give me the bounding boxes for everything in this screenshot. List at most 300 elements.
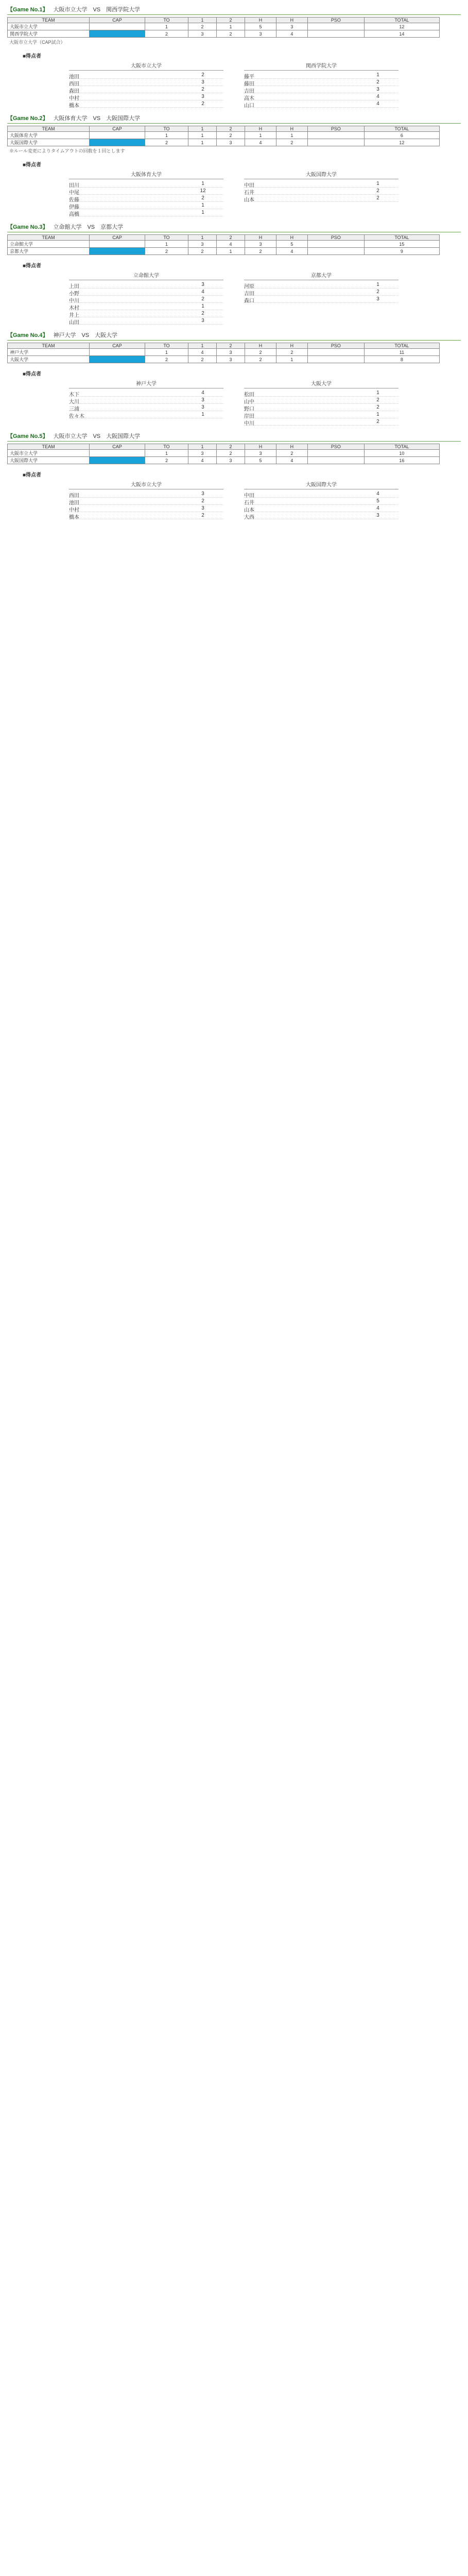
scorers-section-title: ■得点者	[23, 371, 42, 377]
scorers-columns	[69, 480, 461, 519]
player-name: 小野	[69, 291, 79, 297]
score-cell: 2	[276, 139, 307, 146]
scorer-list	[244, 271, 398, 325]
score-cell: 1	[216, 23, 245, 30]
score-header-cell: TOTAL	[364, 126, 439, 132]
score-table	[7, 234, 440, 255]
player-name: 高木	[244, 96, 254, 101]
team-name: 大阪大学	[8, 356, 90, 363]
score-cell: 2	[245, 349, 276, 356]
player-name: 三浦	[69, 406, 79, 412]
score-header-cell: H	[245, 126, 276, 132]
scorer-row	[69, 505, 223, 512]
score-cell: 5	[245, 457, 276, 464]
player-goals: 12	[200, 188, 206, 194]
player-goals: 5	[376, 498, 379, 504]
player-goals: 1	[376, 390, 379, 396]
score-cell: 2	[188, 248, 216, 255]
score-cell: 2	[145, 30, 188, 38]
score-header-cell: 1	[188, 126, 216, 132]
score-cell: 1	[145, 23, 188, 30]
scorer-row	[69, 404, 223, 411]
player-goals: 2	[201, 87, 204, 92]
player-goals: 2	[201, 101, 204, 107]
player-name: 中川	[244, 421, 254, 427]
scorer-row	[69, 296, 223, 303]
score-cell	[307, 30, 364, 38]
cap-indicator	[90, 30, 145, 38]
score-cell: 1	[276, 356, 307, 363]
score-cell: 2	[188, 356, 216, 363]
score-header-cell: PSO	[307, 343, 364, 349]
score-header-cell: TEAM	[8, 18, 90, 23]
score-cell	[307, 132, 364, 139]
player-goals: 2	[201, 311, 204, 316]
score-table	[7, 343, 440, 363]
player-goals: 2	[201, 498, 204, 504]
score-cell: 11	[364, 349, 439, 356]
scorer-row	[244, 86, 398, 93]
player-name: 西田	[69, 81, 79, 87]
team-name: 大阪国際大学	[8, 139, 90, 146]
player-goals: 1	[201, 181, 204, 187]
scorer-row	[69, 411, 223, 418]
score-cell: 12	[364, 139, 439, 146]
score-cell	[307, 349, 364, 356]
score-header-cell: CAP	[90, 235, 145, 241]
score-cell: 1	[276, 132, 307, 139]
scorer-row	[69, 93, 223, 100]
game-title: 大阪市立大学 VS 関西学院大学	[53, 7, 141, 13]
player-goals: 2	[376, 79, 379, 85]
scorer-row	[244, 79, 398, 86]
score-row	[8, 248, 440, 255]
score-row	[8, 30, 440, 38]
scorer-row	[69, 289, 223, 296]
score-cell: 3	[216, 356, 245, 363]
score-cell: 9	[364, 248, 439, 255]
score-cell: 5	[276, 241, 307, 248]
player-goals: 4	[376, 505, 379, 511]
score-header-cell: TO	[145, 126, 188, 132]
scorer-row	[69, 79, 223, 86]
score-cell: 4	[188, 457, 216, 464]
scorer-row	[69, 317, 223, 325]
score-header-cell: TEAM	[8, 126, 90, 132]
player-name: 佐々木	[69, 414, 84, 419]
scorer-list	[244, 170, 398, 216]
player-name: 佐藤	[69, 197, 79, 203]
player-goals: 2	[201, 72, 204, 78]
player-name: 中村	[69, 507, 79, 513]
score-header-cell: TOTAL	[364, 444, 439, 450]
game-block	[7, 113, 461, 216]
player-name: 池田	[69, 500, 79, 506]
scorer-row	[69, 397, 223, 404]
scorers-columns	[69, 379, 461, 426]
score-cell: 2	[145, 248, 188, 255]
score-header-cell: H	[276, 235, 307, 241]
player-name: 岸田	[244, 414, 254, 419]
score-header-cell: PSO	[307, 235, 364, 241]
scorer-row	[69, 188, 223, 195]
score-cell: 2	[145, 356, 188, 363]
score-header-cell: 2	[216, 444, 245, 450]
player-goals: 2	[376, 188, 379, 194]
score-cell: 1	[145, 132, 188, 139]
player-name: 山本	[244, 197, 254, 203]
scorer-team-name: 大阪大学	[244, 379, 398, 388]
player-name: 大川	[69, 399, 79, 405]
player-name: 中川	[69, 298, 79, 304]
score-cell: 4	[245, 139, 276, 146]
score-cell: 4	[276, 457, 307, 464]
scorer-row	[69, 498, 223, 505]
score-header-cell: TOTAL	[364, 18, 439, 23]
scorer-row	[244, 289, 398, 296]
score-row	[8, 450, 440, 457]
player-name: 藤田	[244, 81, 254, 87]
score-cell: 1	[145, 349, 188, 356]
cap-indicator	[90, 450, 145, 457]
score-cell: 2	[188, 23, 216, 30]
scorer-row	[244, 281, 398, 289]
score-cell: 1	[216, 248, 245, 255]
cap-indicator	[90, 349, 145, 356]
player-goals: 3	[201, 397, 204, 403]
player-goals: 2	[376, 404, 379, 410]
score-cell: 3	[188, 241, 216, 248]
scorer-row	[244, 195, 398, 202]
scorer-team-name: 大阪国際大学	[244, 170, 398, 179]
score-cell: 3	[245, 30, 276, 38]
game-header	[7, 4, 461, 15]
score-cell: 10	[364, 450, 439, 457]
team-name: 神戸大学	[8, 349, 90, 356]
scorer-row	[244, 404, 398, 411]
score-header-cell: TOTAL	[364, 343, 439, 349]
scorer-team-name: 大阪国際大学	[244, 480, 398, 489]
scorer-list	[69, 170, 223, 216]
score-row	[8, 356, 440, 363]
score-row	[8, 132, 440, 139]
score-header-cell: TEAM	[8, 444, 90, 450]
score-cell	[307, 450, 364, 457]
scorer-row	[69, 195, 223, 202]
game-number: 【Game No.3】	[7, 224, 48, 230]
player-name: 石井	[244, 190, 254, 196]
scorer-row	[244, 505, 398, 512]
player-goals: 2	[201, 513, 204, 518]
score-cell: 1	[245, 132, 276, 139]
score-header-cell: 2	[216, 343, 245, 349]
score-header-cell: 2	[216, 126, 245, 132]
player-name: 野口	[244, 406, 254, 412]
score-header-cell: TO	[145, 18, 188, 23]
player-name: 中田	[244, 493, 254, 499]
score-cell: 2	[145, 457, 188, 464]
game-block	[7, 4, 461, 108]
score-cell: 6	[364, 132, 439, 139]
player-goals: 3	[201, 94, 204, 99]
player-name: 伊藤	[69, 205, 79, 210]
player-goals: 1	[376, 282, 379, 287]
scorer-list	[69, 271, 223, 325]
score-row	[8, 241, 440, 248]
score-cell	[307, 241, 364, 248]
team-name: 立命館大学	[8, 241, 90, 248]
team-name: 大阪体育大学	[8, 132, 90, 139]
scorer-team-name: 大阪体育大学	[69, 170, 223, 179]
score-header-cell: CAP	[90, 444, 145, 450]
score-header-cell: 1	[188, 18, 216, 23]
player-name: 吉田	[244, 89, 254, 94]
score-header-cell: H	[276, 343, 307, 349]
cap-indicator	[90, 457, 145, 464]
scorer-row	[244, 490, 398, 498]
scorer-team-name: 立命館大学	[69, 271, 223, 280]
game-header	[7, 113, 461, 124]
scorer-team-name: 大阪市立大学	[69, 61, 223, 71]
player-name: 上田	[69, 284, 79, 290]
score-cell: 12	[364, 23, 439, 30]
score-cell: 16	[364, 457, 439, 464]
score-cell: 4	[276, 248, 307, 255]
team-name: 大阪国際大学	[8, 457, 90, 464]
player-goals: 3	[201, 491, 204, 497]
score-header-cell: PSO	[307, 126, 364, 132]
game-title: 神戸大学 VS 大阪大学	[53, 332, 118, 338]
player-goals: 3	[376, 296, 379, 302]
scorer-row	[244, 418, 398, 426]
page	[0, 0, 468, 535]
score-cell: 4	[188, 349, 216, 356]
player-name: 山口	[244, 103, 254, 109]
game-header	[7, 431, 461, 442]
team-name: 大阪市立大学	[8, 23, 90, 30]
score-header-cell: H	[245, 18, 276, 23]
player-goals: 2	[376, 195, 379, 201]
player-goals: 4	[201, 289, 204, 295]
score-cell	[307, 23, 364, 30]
cap-indicator	[90, 23, 145, 30]
game-block	[7, 222, 461, 325]
player-goals: 3	[376, 87, 379, 92]
player-goals: 1	[376, 72, 379, 78]
score-cell: 2	[276, 450, 307, 457]
score-row	[8, 349, 440, 356]
player-name: 森口	[244, 298, 254, 304]
scorer-row	[244, 296, 398, 303]
scorer-row	[69, 303, 223, 310]
score-cell: 3	[276, 23, 307, 30]
player-goals: 2	[201, 296, 204, 302]
player-name: 大西	[244, 515, 254, 520]
score-header-cell: PSO	[307, 444, 364, 450]
score-cell: 4	[216, 241, 245, 248]
player-goals: 1	[201, 303, 204, 309]
score-cell	[307, 457, 364, 464]
player-name: 河原	[244, 284, 254, 290]
scorer-row	[244, 72, 398, 79]
scorer-row	[244, 389, 398, 397]
game-number: 【Game No.2】	[7, 115, 48, 122]
score-cell: 3	[188, 450, 216, 457]
score-cell: 1	[145, 450, 188, 457]
team-name: 関西学院大学	[8, 30, 90, 38]
scorers-section-title: ■得点者	[23, 162, 42, 168]
score-cell	[307, 248, 364, 255]
score-header-cell: H	[276, 126, 307, 132]
cap-indicator	[90, 356, 145, 363]
scorer-list	[69, 379, 223, 426]
player-name: 中尾	[69, 190, 79, 196]
scorer-row	[244, 397, 398, 404]
scorer-list	[69, 61, 223, 108]
score-cell: 2	[216, 30, 245, 38]
score-table	[7, 444, 440, 464]
player-name: 橋本	[69, 103, 79, 109]
score-cell: 3	[245, 241, 276, 248]
score-row	[8, 139, 440, 146]
player-goals: 4	[376, 94, 379, 99]
player-name: 井上	[69, 313, 79, 318]
scorer-row	[69, 310, 223, 317]
scorer-team-name: 京都大学	[244, 271, 398, 280]
scorer-row	[69, 86, 223, 93]
player-name: 吉田	[244, 291, 254, 297]
game-block	[7, 431, 461, 519]
player-goals: 3	[201, 282, 204, 287]
player-name: 山田	[69, 320, 79, 326]
score-header-cell: CAP	[90, 18, 145, 23]
scorer-row	[69, 490, 223, 498]
cap-indicator	[90, 248, 145, 255]
score-cell: 5	[245, 23, 276, 30]
score-row	[8, 457, 440, 464]
player-goals: 3	[201, 505, 204, 511]
scorer-row	[69, 209, 223, 216]
game-header	[7, 222, 461, 232]
player-goals: 4	[376, 101, 379, 107]
player-name: 橋本	[69, 515, 79, 520]
scorer-row	[244, 188, 398, 195]
scorers-section-title: ■得点者	[23, 54, 42, 59]
scorer-list	[244, 379, 398, 426]
player-name: 田川	[69, 183, 79, 189]
game-number: 【Game No.4】	[7, 332, 48, 338]
game-number: 【Game No.5】	[7, 433, 48, 439]
player-name: 山本	[244, 507, 254, 513]
score-header-cell: 1	[188, 444, 216, 450]
score-header-cell: H	[276, 444, 307, 450]
player-goals: 2	[376, 419, 379, 425]
score-cell: 1	[188, 139, 216, 146]
score-cell: 3	[216, 139, 245, 146]
game-note: ※ルール変更によりタイムアウトの回数を１回とします	[9, 148, 125, 154]
score-header-cell: TO	[145, 235, 188, 241]
player-goals: 1	[376, 412, 379, 417]
game-title: 立命館大学 VS 京都大学	[53, 224, 124, 230]
score-cell: 1	[145, 241, 188, 248]
game-block	[7, 330, 461, 426]
score-cell: 2	[145, 139, 188, 146]
scorer-row	[69, 202, 223, 209]
score-header-cell: TEAM	[8, 235, 90, 241]
game-title: 大阪体育大学 VS 大阪国際大学	[53, 115, 141, 122]
score-header-cell: TO	[145, 343, 188, 349]
score-cell: 2	[245, 248, 276, 255]
score-header-cell: PSO	[307, 18, 364, 23]
score-cell: 8	[364, 356, 439, 363]
scorer-team-name: 大阪市立大学	[69, 480, 223, 489]
scorer-team-name: 関西学院大学	[244, 61, 398, 71]
game-number: 【Game No.1】	[7, 7, 48, 13]
player-goals: 4	[376, 491, 379, 497]
scorer-row	[69, 72, 223, 79]
score-header-cell: 2	[216, 18, 245, 23]
player-goals: 3	[376, 513, 379, 518]
score-header-cell: TO	[145, 444, 188, 450]
scorer-list	[69, 480, 223, 519]
player-name: 森田	[69, 89, 79, 94]
score-table	[7, 17, 440, 38]
cap-indicator	[90, 241, 145, 248]
cap-indicator	[90, 139, 145, 146]
score-cell: 2	[216, 132, 245, 139]
player-goals: 3	[201, 318, 204, 324]
score-cell: 2	[276, 349, 307, 356]
game-note: 大阪市立大学（CAP試合）	[9, 40, 65, 45]
player-goals: 2	[376, 397, 379, 403]
score-cell: 1	[188, 132, 216, 139]
cap-indicator	[90, 132, 145, 139]
player-name: 木村	[69, 306, 79, 311]
score-cell: 3	[216, 349, 245, 356]
player-goals: 2	[376, 289, 379, 295]
scorer-team-name: 神戸大学	[69, 379, 223, 388]
score-table	[7, 126, 440, 146]
player-name: 木下	[69, 392, 79, 398]
scorer-row	[69, 180, 223, 188]
scorer-row	[244, 411, 398, 418]
scorers-columns	[69, 271, 461, 325]
player-name: 中田	[244, 183, 254, 189]
score-header-cell: 1	[188, 343, 216, 349]
score-cell	[307, 139, 364, 146]
score-header-cell: 1	[188, 235, 216, 241]
player-goals: 3	[201, 79, 204, 85]
score-header-cell: CAP	[90, 343, 145, 349]
player-name: 松田	[244, 392, 254, 398]
player-name: 高橋	[69, 212, 79, 217]
team-name: 大阪市立大学	[8, 450, 90, 457]
score-header-cell: CAP	[90, 126, 145, 132]
score-cell: 3	[188, 30, 216, 38]
scorer-row	[244, 100, 398, 108]
scorer-row	[244, 498, 398, 505]
player-goals: 1	[201, 210, 204, 215]
player-goals: 3	[201, 404, 204, 410]
scorers-section-title: ■得点者	[23, 472, 42, 478]
score-header-cell: H	[245, 343, 276, 349]
score-cell: 2	[216, 450, 245, 457]
score-header-cell: 2	[216, 235, 245, 241]
scorer-row	[69, 281, 223, 289]
scorer-list	[244, 61, 398, 108]
score-header-cell: TOTAL	[364, 235, 439, 241]
player-name: 石井	[244, 500, 254, 506]
